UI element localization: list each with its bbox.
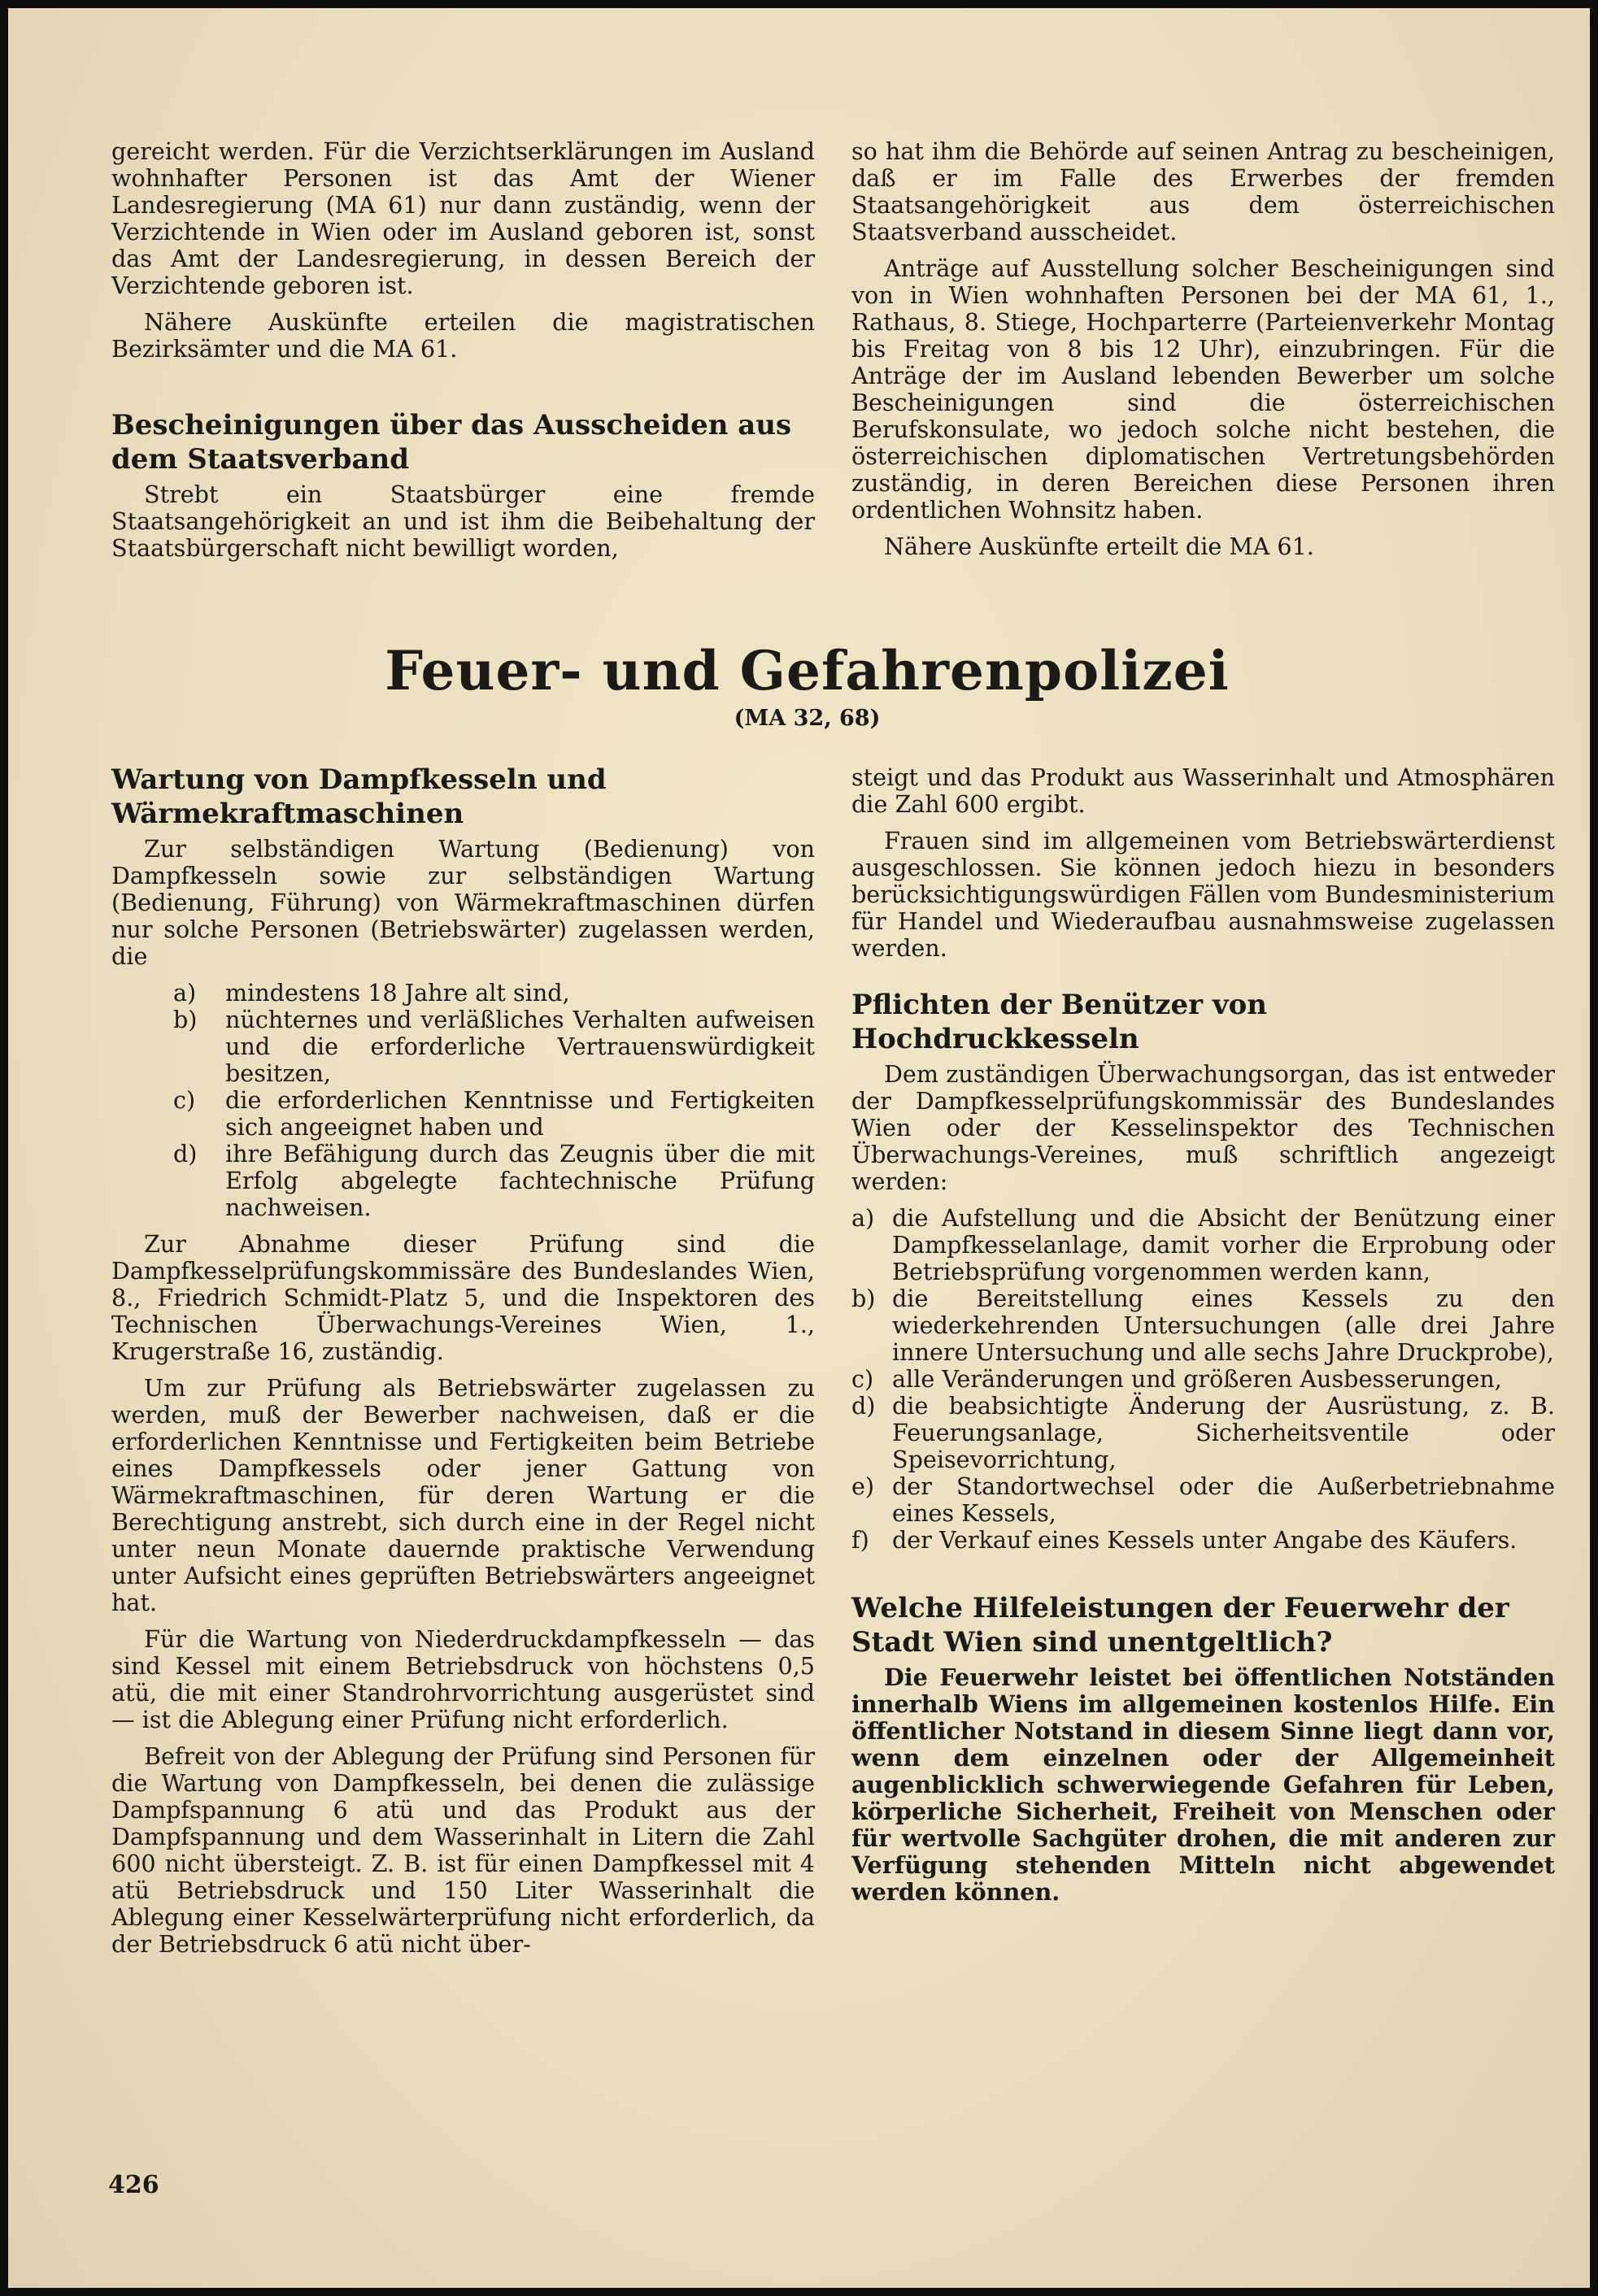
list-item-text: die erforderlichen Kenntnisse und Fertigkeiten sich angeeignet haben und <box>225 1086 815 1141</box>
paragraph: Befreit von der Ablegung der Prüfung sind Personen für die Wartung von Dampfkesseln, bei denen die zulässige Dampfspannung 6 atü und das Produkt aus der Dampfspannung und dem Wasserinhalt in Litern die Zahl 600 nicht übersteigt. Z. B. ist für einen Dampfkessel mit 4 atü Betriebsdruck und 150 Liter Wasserinhalt die Ablegung einer Kesselwärterprüfung nicht erforderlich, da der Betriebsdruck 6 atü nicht über- <box>111 1742 815 1958</box>
requirements-list <box>111 980 815 1221</box>
section-heading: Wartung von Dampfkesseln und Wärmekraftmaschinen <box>111 763 607 830</box>
list-marker: e) <box>851 1472 875 1500</box>
paragraph: Nähere Auskünfte erteilen die magistratischen Bezirksämter und die MA 61. <box>111 308 815 363</box>
section-heading: Bescheinigungen über das Ausscheiden aus dem Staatsverband <box>111 409 792 476</box>
list-marker: c) <box>851 1365 874 1393</box>
paragraph: Dem zuständigen Überwachungsorgan, das ist entweder der Dampfkesselprüfungskommissär des Bundeslandes Wien oder der Kesselinspektor des Technischen Überwachungs-Vereines, muß schriftlich angezeigt werden: <box>851 1060 1555 1195</box>
top-left-column <box>111 138 815 572</box>
list-marker: b) <box>173 1006 198 1033</box>
list-item-text: die beabsichtigte Änderung der Ausrüstung, z. B. Feuerungsanlage, Sicherheitsventile oder Speisevorrichtung, <box>892 1392 1555 1473</box>
list-item <box>851 1205 1555 1285</box>
list-item <box>851 1473 1555 1527</box>
list-item-text: der Standortwechsel oder die Außerbetriebnahme eines Kessels, <box>892 1472 1555 1527</box>
list-marker: c) <box>173 1086 196 1114</box>
bottom-left-column <box>111 763 815 1968</box>
section-heading: Welche Hilfeleistungen der Feuerwehr der Stadt Wien sind unentgeltlich? <box>851 1592 1509 1659</box>
list-marker: d) <box>173 1140 198 1168</box>
list-item <box>851 1393 1555 1473</box>
list-marker: d) <box>851 1392 876 1420</box>
paragraph: Frauen sind im allgemeinen vom Betriebswärterdienst ausgeschlossen. Sie können jedoch hiezu in besonders berücksichtigungswürdigen Fällen vom Bundesministerium für Handel und Wiederaufbau ausnahmsweise zugelassen werden. <box>851 827 1555 962</box>
list-item-text: die Aufstellung und die Absicht der Benützung einer Dampfkesselanlage, damit vorher die Erprobung oder Betriebsprüfung vorgenommen werden kann, <box>892 1204 1555 1285</box>
paragraph: Zur selbständigen Wartung (Bedienung) von Dampfkesseln sowie zur selbständigen Wartung (Bedienung, Führung) von Wärmekraftmaschinen dürfen nur solche Personen (Betriebswärter) zugelassen werden, die <box>111 835 815 970</box>
chapter-subtitle: (MA 32, 68) <box>734 706 881 731</box>
list-item-text: der Verkauf eines Kessels unter Angabe des Käufers. <box>892 1526 1517 1554</box>
list-item <box>851 1366 1555 1393</box>
section-heading: Pflichten der Benützer von Hochdruckkesseln <box>851 989 1268 1055</box>
list-item-text: mindestens 18 Jahre alt sind, <box>225 979 570 1007</box>
paragraph: Für die Wartung von Niederdruckdampfkesseln — das sind Kessel mit einem Betriebsdruck von höchstens 0,5 atü, die mit einer Standrohrvorrichtung ausgerüstet sind — ist die Ablegung einer Prüfung nicht erforderlich. <box>111 1625 815 1733</box>
chapter-title: Feuer- und Gefahrenpolizei <box>385 639 1230 702</box>
top-right-column <box>851 138 1555 570</box>
list-item-text: nüchternes und verläßliches Verhalten aufweisen und die erforderliche Vertrauenswürdigkeit besitzen, <box>225 1006 815 1087</box>
paragraph: so hat ihm die Behörde auf seinen Antrag zu bescheinigen, daß er im Falle des Erwerbes der fremden Staatsangehörigkeit aus dem österreichischen Staatsverband ausscheidet. <box>851 137 1555 246</box>
list-marker: a) <box>851 1204 875 1232</box>
paragraph: Nähere Auskünfte erteilt die MA 61. <box>884 533 1314 560</box>
list-item-text: ihre Befähigung durch das Zeugnis über die mit Erfolg abgelegte fachtechnische Prüfung nachweisen. <box>225 1140 815 1221</box>
list-item <box>111 980 815 1007</box>
paragraph: gereicht werden. Für die Verzichtserklärungen im Ausland wohnhafter Personen ist das Amt der Wiener Landesregierung (MA 61) nur dann zuständig, wenn der Verzichtende in Wien oder im Ausland geboren ist, sonst das Amt der Landesregierung, in dessen Bereich der Verzichtende geboren ist. <box>111 137 815 299</box>
paragraph: Zur Abnahme dieser Prüfung sind die Dampfkesselprüfungskommissäre des Bundeslandes Wien, 8., Friedrich Schmidt-Platz 5, und die Inspektoren des Technischen Überwachungs-Vereines Wien, 1., Krugerstraße 16, zuständig. <box>111 1230 815 1365</box>
paragraph: Die Feuerwehr leistet bei öffentlichen Notständen innerhalb Wiens im allgemeinen kostenlos Hilfe. Ein öffentlicher Notstand in diesem Sinne liegt dann vor, wenn dem einzelnen oder der Allgemeinheit augenblicklich schwerwiegende Gefahren für Leben, körperliche Sicherheit, Freiheit von Menschen oder für wertvolle Sachgüter drohen, die mit anderen zur Verfügung stehenden Mitteln nicht abgewendet werden können. <box>851 1663 1555 1906</box>
list-item <box>111 1007 815 1087</box>
list-marker: f) <box>851 1526 869 1554</box>
list-item <box>851 1285 1555 1366</box>
list-marker: b) <box>851 1285 876 1312</box>
paragraph: Strebt ein Staatsbürger eine fremde Staatsangehörigkeit an und ist ihm die Beibehaltung der Staatsbürgerschaft nicht bewilligt worden, <box>111 481 815 562</box>
page-number: 426 <box>108 2171 159 2199</box>
list-item <box>851 1527 1555 1554</box>
list-item <box>111 1087 815 1141</box>
paragraph: Anträge auf Ausstellung solcher Bescheinigungen sind von in Wien wohnhaften Personen bei der MA 61, 1., Rathaus, 8. Stiege, Hochparterre (Parteienverkehr Montag bis Freitag von 8 bis 12 Uhr), einzubringen. Für die Anträge der im Ausland lebenden Bewerber um solche Bescheinigungen sind die österreichischen Berufskonsulate, wo jedoch solche nicht bestehen, die österreichischen diplomatischen Vertretungsbehörden zuständig, in deren Bereichen diese Personen ihren ordentlichen Wohnsitz haben. <box>851 254 1555 524</box>
list-item <box>111 1141 815 1221</box>
list-item-text: die Bereitstellung eines Kessels zu den wiederkehrenden Untersuchungen (alle drei Jahre innere Untersuchung und alle sechs Jahre Druckprobe), <box>892 1285 1555 1366</box>
obligations-list <box>851 1205 1555 1554</box>
list-item-text: alle Veränderungen und größeren Ausbesserungen, <box>892 1365 1502 1393</box>
list-marker: a) <box>173 979 197 1007</box>
paragraph: steigt und das Produkt aus Wasserinhalt und Atmosphären die Zahl 600 ergibt. <box>851 763 1555 818</box>
bottom-right-column <box>851 764 1555 1916</box>
paragraph: Um zur Prüfung als Betriebswärter zugelassen zu werden, muß der Bewerber nachweisen, daß er die erforderlichen Kenntnisse und Fertigkeiten beim Betriebe eines Dampfkessels oder jener Gattung von Wärmekraftmaschinen, für deren Wartung er die Berechtigung anstrebt, sich durch eine in der Regel nicht unter neun Monate dauernde praktische Verwendung unter Aufsicht eines geprüften Betriebswärters angeeignet hat. <box>111 1374 815 1616</box>
